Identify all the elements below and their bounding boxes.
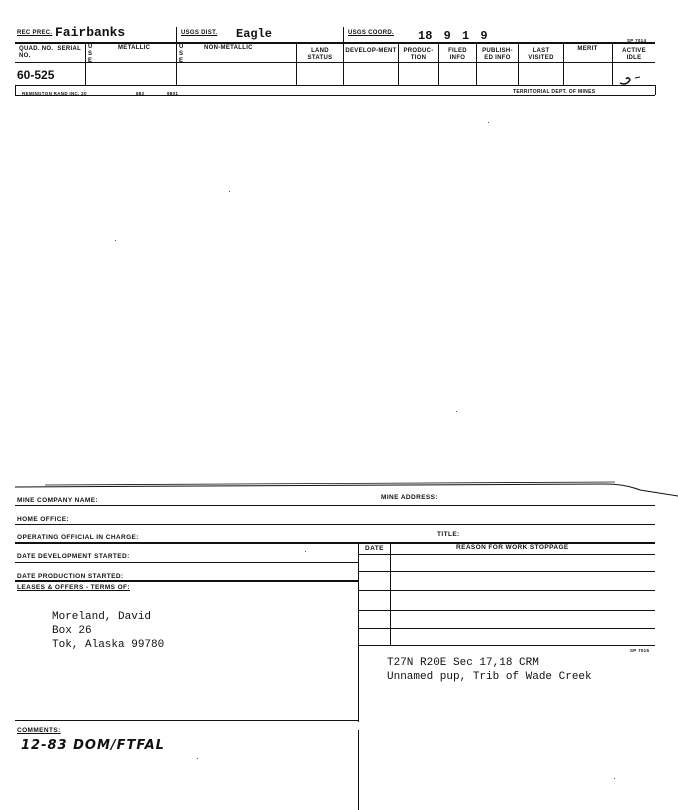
col-quad-label: QUAD. NO. bbox=[19, 46, 54, 52]
col-merit: MERIT bbox=[577, 46, 598, 52]
mine-company-label: MINE COMPANY NAME: bbox=[17, 497, 98, 504]
form-number-top: SP 7014 bbox=[627, 38, 647, 43]
quad-serial-value: 60-525 bbox=[17, 68, 55, 82]
date-prod-label: DATE PRODUCTION STARTED: bbox=[17, 573, 124, 580]
home-office-label: HOME OFFICE: bbox=[17, 516, 70, 523]
leases-label: LEASES & OFFERS - TERMS OF: bbox=[17, 584, 130, 591]
reason-col-label: REASON FOR WORK STOPPAGE bbox=[456, 544, 569, 551]
rec-prec-label: REC PREC. bbox=[17, 30, 53, 36]
footer-code-2: 8801 bbox=[167, 91, 179, 96]
title-label: TITLE: bbox=[437, 531, 460, 538]
col-last-visited: LAST VISITED bbox=[528, 48, 554, 61]
operating-official-label: OPERATING OFFICIAL IN CHARGE: bbox=[17, 534, 139, 541]
location-block bbox=[387, 656, 592, 684]
col-use-nonmetallic: U S E bbox=[179, 44, 184, 64]
usgs-coord-label: USGS COORD. bbox=[348, 30, 394, 36]
location-line-2: Unnamed pup, Trib of Wade Creek bbox=[387, 671, 592, 683]
col-land-status: LAND STATUS bbox=[307, 48, 333, 61]
usgs-dist-value: Eagle bbox=[236, 27, 273, 41]
col-filed-info: FILED INFO bbox=[448, 48, 467, 61]
col-quad-serial bbox=[19, 46, 83, 60]
card-edge bbox=[15, 478, 678, 500]
date-col-label: DATE bbox=[365, 545, 384, 552]
col-production: PRODUC-TION bbox=[403, 48, 434, 61]
col-development: DEVELOP-MENT bbox=[345, 48, 397, 54]
usgs-coord-value: 18 9 1 9 bbox=[418, 29, 488, 43]
col-nonmetallic: NON-METALLIC bbox=[204, 45, 253, 51]
col-published-info: PUBLISH-ED INFO bbox=[482, 48, 513, 61]
usgs-dist-label: USGS DIST. bbox=[181, 30, 218, 36]
form-number-bottom: SP 7015 bbox=[630, 648, 650, 653]
owner-line-3: Tok, Alaska 99780 bbox=[52, 639, 165, 651]
footer-code-1: 882 bbox=[136, 91, 145, 96]
check-mark-icon bbox=[616, 74, 646, 88]
owner-line-1: Moreland, David bbox=[52, 611, 152, 623]
footer-right: TERRITORIAL DEPT. OF MINES bbox=[513, 89, 596, 95]
location-line-1: T27N R20E Sec 17,18 CRM bbox=[387, 657, 539, 669]
comments-label: COMMENTS: bbox=[17, 727, 61, 734]
col-use-metallic: U S E bbox=[88, 44, 93, 64]
mine-address-label: MINE ADDRESS: bbox=[381, 494, 438, 501]
handwritten-comment: 12-83 DOM/FTFAL bbox=[21, 738, 165, 753]
rec-prec-value: Fairbanks bbox=[55, 25, 126, 40]
date-dev-label: DATE DEVELOPMENT STARTED: bbox=[17, 553, 130, 560]
col-metallic: METALLIC bbox=[118, 45, 151, 51]
footer-left: REMINGTON RAND INC. 20 bbox=[22, 91, 87, 96]
col-serial-label: SERIAL NO. bbox=[19, 46, 82, 59]
owner-line-2: Box 26 bbox=[52, 625, 92, 637]
col-active-idle: ACTIVE IDLE bbox=[622, 48, 646, 61]
owner-address-block bbox=[52, 610, 164, 652]
